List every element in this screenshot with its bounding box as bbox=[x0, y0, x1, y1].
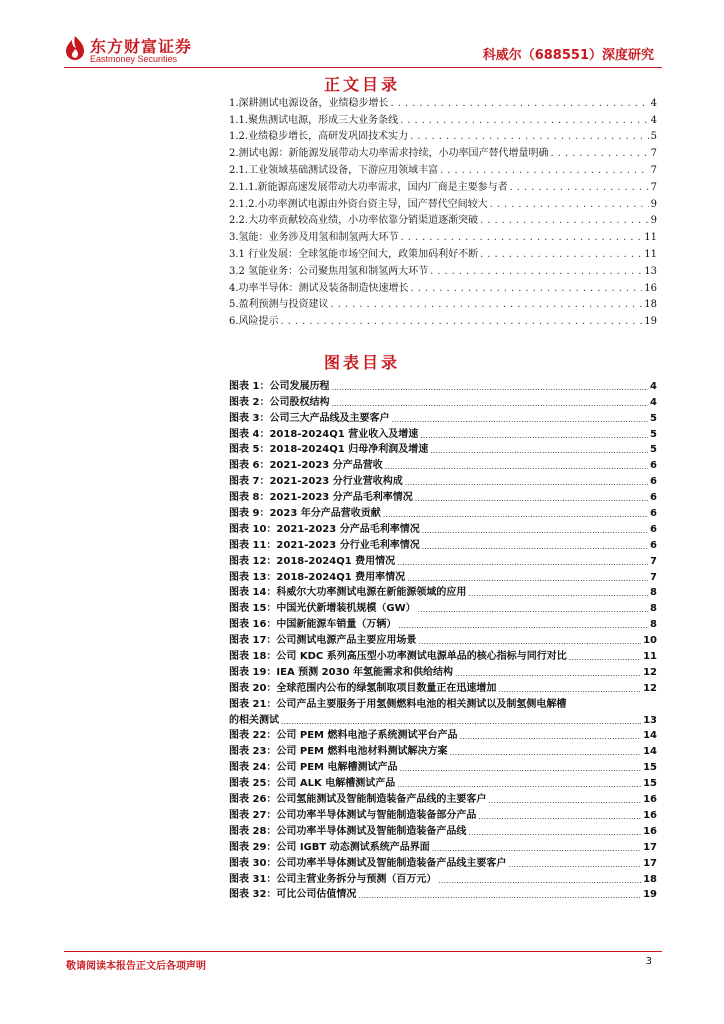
figure-entry-text: 图表 30：公司功率半导体测试及智能制造装备产品线主要客户 bbox=[229, 857, 507, 869]
figure-entry[interactable] bbox=[229, 535, 657, 551]
toc-entry-text: 5.盈利预测与投资建议 bbox=[229, 299, 329, 311]
figure-entry-page: 17 bbox=[643, 857, 657, 869]
figure-entry[interactable] bbox=[229, 424, 657, 440]
leader-dots bbox=[391, 415, 648, 424]
figure-entry[interactable] bbox=[229, 773, 657, 789]
figure-entry-page: 5 bbox=[650, 428, 657, 440]
figure-entry[interactable] bbox=[229, 646, 657, 662]
figure-entry-text: 图表 16：中国新能源车销量（万辆） bbox=[229, 619, 397, 631]
figure-entry[interactable] bbox=[229, 551, 657, 567]
figure-entry[interactable] bbox=[229, 567, 657, 583]
report-title: 科威尔（688551）深度研究 bbox=[482, 48, 654, 63]
figure-entry-text: 图表 15：中国光伏新增装机规模（GW） bbox=[229, 603, 416, 615]
figure-entry-text: 图表 31：公司主营业务拆分与预测（百万元） bbox=[229, 873, 437, 885]
figure-entry[interactable] bbox=[229, 376, 657, 392]
toc-entry[interactable] bbox=[229, 92, 657, 109]
leader-dots bbox=[430, 266, 642, 277]
toc-entry-page: 4 bbox=[650, 97, 657, 109]
figure-entry[interactable] bbox=[229, 694, 657, 710]
figure-entry[interactable] bbox=[229, 789, 657, 805]
toc-entry-text: 3.1 行业发展：全球氢能市场空间大，政策加码利好不断 bbox=[229, 248, 479, 260]
toc-entry[interactable] bbox=[229, 176, 657, 193]
leader-dots bbox=[438, 876, 641, 885]
leader-dots bbox=[422, 542, 648, 551]
leader-dots bbox=[397, 780, 641, 789]
leader-dots bbox=[400, 115, 649, 126]
figure-entry-text: 图表 12：2018-2024Q1 费用情况 bbox=[229, 555, 396, 567]
brand-name-cn: 东方财富证券 bbox=[90, 37, 193, 56]
figure-entry-text: 图表 5：2018-2024Q1 归母净利润及增速 bbox=[229, 444, 429, 456]
figure-entry-text: 的相关测试 bbox=[229, 714, 279, 726]
leader-dots bbox=[405, 478, 648, 487]
figure-entry[interactable] bbox=[229, 519, 657, 535]
figure-entry-page: 5 bbox=[650, 444, 657, 456]
footer-disclaimer[interactable]: 敬请阅读本报告正文后各项声明 bbox=[66, 961, 206, 972]
toc-entry-page: 9 bbox=[650, 198, 657, 210]
leader-dots bbox=[415, 494, 648, 503]
figure-entry-text: 图表 22：公司 PEM 燃料电池子系统测试平台产品 bbox=[229, 730, 458, 742]
figure-entry-text: 图表 6：2021-2023 分产品营收 bbox=[229, 460, 383, 472]
figure-entry-text: 图表 8：2021-2023 分产品毛利率情况 bbox=[229, 492, 413, 504]
toc-title: 正文目录 bbox=[323, 75, 400, 94]
figure-entry-page: 19 bbox=[643, 889, 657, 901]
leader-dots bbox=[398, 621, 648, 630]
header-divider bbox=[64, 67, 662, 68]
figure-entry-page: 14 bbox=[643, 746, 657, 758]
toc-entry-page: 13 bbox=[644, 265, 657, 277]
figure-entry[interactable] bbox=[229, 837, 657, 853]
toc-entry-text: 1.深耕测试电源设备，业绩稳步增长 bbox=[229, 97, 389, 109]
toc-entry-text: 4.功率半导体：测试及装备制造快速增长 bbox=[229, 282, 409, 294]
toc-entry-text: 2.1.1.新能源高速发展带动大功率需求，国内厂商是主要参与者 bbox=[229, 181, 508, 193]
leader-dots bbox=[468, 589, 648, 598]
toc-entry[interactable] bbox=[229, 193, 657, 210]
toc-entry-page: 7 bbox=[650, 164, 657, 176]
figure-entry-text: 图表 7：2021-2023 分行业营收构成 bbox=[229, 476, 403, 488]
figure-entry-page: 5 bbox=[650, 412, 657, 424]
toc-entry-text: 2.测试电源：新能源发展带动大功率需求持续，小功率国产替代增量明确 bbox=[229, 148, 549, 160]
figure-entry-page: 15 bbox=[643, 778, 657, 790]
leader-dots bbox=[510, 182, 649, 193]
toc-entry-text: 2.2.大功率贡献较高业绩，小功率依靠分销渠道逐渐突破 bbox=[229, 215, 479, 227]
toc-entry[interactable] bbox=[229, 294, 657, 311]
figure-entry[interactable] bbox=[229, 455, 657, 471]
toc-entry-page: 4 bbox=[650, 114, 657, 126]
leader-dots bbox=[432, 844, 641, 853]
leader-dots bbox=[399, 764, 641, 773]
figure-entry-text: 图表 27：公司功率半导体测试与智能制造装备部分产品 bbox=[229, 809, 477, 821]
toc-entry[interactable] bbox=[229, 260, 657, 277]
leader-dots bbox=[480, 215, 649, 226]
toc-entry-text: 6.风险提示 bbox=[229, 316, 279, 328]
figure-entry[interactable] bbox=[229, 503, 657, 519]
leader-dots bbox=[490, 199, 649, 210]
figure-entry-text: 图表 2：公司股权结构 bbox=[229, 396, 330, 408]
toc-entry-text: 2.1.2.小功率测试电源由外资台资主导，国产替代空间较大 bbox=[229, 198, 488, 210]
toc-entry-text: 1.1.聚焦测试电源，形成三大业务条线 bbox=[229, 114, 399, 126]
leader-dots bbox=[281, 717, 641, 726]
toc-entry-text: 3.2 氢能业务：公司聚焦用氢和制氢两大环节 bbox=[229, 265, 429, 277]
figure-entry-text: 图表 17：公司测试电源产品主要应用场景 bbox=[229, 635, 417, 647]
leader-dots bbox=[418, 605, 648, 614]
figure-entry-text: 图表 18：公司 KDC 系列高压型小功率测试电源单品的核心指标与同行对比 bbox=[229, 651, 567, 663]
toc-entry[interactable] bbox=[229, 277, 657, 294]
figure-entry[interactable] bbox=[229, 869, 657, 885]
toc-entry[interactable] bbox=[229, 142, 657, 159]
figure-entry[interactable] bbox=[229, 662, 657, 678]
toc-entry-page: 11 bbox=[644, 232, 657, 244]
leader-dots bbox=[430, 446, 648, 455]
figure-entry-text: 图表 28：公司功率半导体测试及智能制造装备产品线 bbox=[229, 825, 467, 837]
leader-dots bbox=[551, 148, 649, 159]
figure-entry-page: 12 bbox=[643, 666, 657, 678]
figures-title: 图表目录 bbox=[323, 353, 400, 372]
toc-entry[interactable] bbox=[229, 310, 657, 327]
figure-entry-page: 10 bbox=[643, 635, 657, 647]
toc-entry-page: 18 bbox=[644, 299, 657, 311]
toc-entry[interactable] bbox=[229, 210, 657, 227]
figure-entry-page: 15 bbox=[643, 762, 657, 774]
figure-entry[interactable] bbox=[229, 408, 657, 424]
figure-entry-text: 图表 21：公司产品主要服务于用氢侧燃料电池的相关测试以及制氢侧电解槽 bbox=[229, 698, 567, 710]
figure-entry[interactable] bbox=[229, 487, 657, 503]
toc-entry-page: 9 bbox=[650, 215, 657, 227]
figure-entry[interactable] bbox=[229, 392, 657, 408]
figure-entry-text: 图表 25：公司 ALK 电解槽测试产品 bbox=[229, 778, 396, 790]
leader-dots bbox=[478, 812, 641, 821]
figure-entry[interactable] bbox=[229, 630, 657, 646]
figure-entry-text: 图表 32：可比公司估值情况 bbox=[229, 889, 357, 901]
leader-dots bbox=[455, 669, 641, 678]
figure-entry-text: 图表 3：公司三大产品线及主要客户 bbox=[229, 412, 390, 424]
figure-entry-page: 6 bbox=[650, 523, 657, 535]
figure-entry-page: 18 bbox=[643, 873, 657, 885]
figure-entry-page: 16 bbox=[643, 794, 657, 806]
figure-entry[interactable] bbox=[229, 471, 657, 487]
figure-entry-text: 图表 24：公司 PEM 电解槽测试产品 bbox=[229, 762, 398, 774]
leader-dots bbox=[498, 685, 641, 694]
figure-entry-page: 17 bbox=[643, 841, 657, 853]
figure-entry[interactable] bbox=[229, 583, 657, 599]
leader-dots bbox=[401, 232, 643, 243]
page-number: 3 bbox=[645, 956, 652, 967]
figure-entry-page: 4 bbox=[650, 380, 657, 392]
figure-entry-page: 7 bbox=[650, 555, 657, 567]
leader-dots bbox=[508, 860, 641, 869]
toc-entry[interactable] bbox=[229, 159, 657, 176]
leader-dots bbox=[422, 526, 648, 535]
leader-dots bbox=[440, 165, 649, 176]
figure-entry-page: 4 bbox=[650, 396, 657, 408]
figure-entry[interactable] bbox=[229, 710, 657, 726]
toc-entry-page: 7 bbox=[650, 148, 657, 160]
figure-entry-page: 8 bbox=[650, 619, 657, 631]
figure-entry-text: 图表 13：2018-2024Q1 费用率情况 bbox=[229, 571, 406, 583]
figure-entry-text: 图表 29：公司 IGBT 动态测试系统产品界面 bbox=[229, 841, 430, 853]
leader-dots bbox=[410, 131, 649, 142]
figure-entry[interactable] bbox=[229, 805, 657, 821]
figure-entry[interactable] bbox=[229, 853, 657, 869]
leader-dots bbox=[397, 558, 648, 567]
footer-divider bbox=[64, 951, 662, 952]
figure-entry-text: 图表 10：2021-2023 分产品毛利率情况 bbox=[229, 523, 420, 535]
figure-entry[interactable] bbox=[229, 726, 657, 742]
toc-entry-page: 19 bbox=[644, 316, 657, 328]
leader-dots bbox=[449, 748, 641, 757]
figure-entry-text: 图表 23：公司 PEM 燃料电池材料测试解决方案 bbox=[229, 746, 448, 758]
leader-dots bbox=[331, 383, 648, 392]
figure-entry-text: 图表 4：2018-2024Q1 营业收入及增速 bbox=[229, 428, 419, 440]
leader-dots bbox=[391, 98, 649, 109]
toc-list bbox=[229, 92, 657, 327]
leader-dots bbox=[411, 283, 643, 294]
leader-dots bbox=[468, 828, 641, 837]
toc-entry[interactable] bbox=[229, 109, 657, 126]
figure-entry-page: 6 bbox=[650, 508, 657, 520]
leader-dots bbox=[569, 653, 641, 662]
leader-dots bbox=[418, 637, 641, 646]
leader-dots bbox=[358, 891, 641, 900]
figure-entry[interactable] bbox=[229, 598, 657, 614]
figure-entry[interactable] bbox=[229, 614, 657, 630]
figure-entry-text: 图表 9：2023 年分产品营收贡献 bbox=[229, 508, 381, 520]
toc-entry-page: 11 bbox=[644, 248, 657, 260]
figure-entry-text: 图表 26：公司氢能测试及智能制造装备产品线的主要客户 bbox=[229, 794, 487, 806]
toc-entry-text: 1.2.业绩稳步增长，高研发巩固技术实力 bbox=[229, 131, 409, 143]
figure-entry-page: 16 bbox=[643, 825, 657, 837]
figure-entry-text: 图表 14：科威尔大功率测试电源在新能源领域的应用 bbox=[229, 587, 467, 599]
figure-entry[interactable] bbox=[229, 678, 657, 694]
leader-dots bbox=[281, 316, 643, 327]
figure-entry-text: 图表 19：IEA 预测 2030 年氢能需求和供给结构 bbox=[229, 666, 453, 678]
brand-name-en: Eastmoney Securities bbox=[90, 54, 178, 64]
toc-entry[interactable] bbox=[229, 243, 657, 260]
figure-entry[interactable] bbox=[229, 885, 657, 901]
figures-list bbox=[229, 376, 657, 900]
figure-entry-page: 8 bbox=[650, 587, 657, 599]
figure-entry-text: 图表 1：公司发展历程 bbox=[229, 380, 330, 392]
figure-entry-text: 图表 11：2021-2023 分行业毛利率情况 bbox=[229, 539, 420, 551]
figure-entry-page: 7 bbox=[650, 571, 657, 583]
leader-dots bbox=[385, 462, 648, 471]
leader-dots bbox=[420, 431, 648, 440]
toc-entry-page: 7 bbox=[650, 181, 657, 193]
figure-entry-page: 6 bbox=[650, 476, 657, 488]
figure-entry-page: 6 bbox=[650, 460, 657, 472]
figure-entry-page: 13 bbox=[643, 714, 657, 726]
figure-entry-page: 12 bbox=[643, 682, 657, 694]
leader-dots bbox=[459, 732, 641, 741]
leader-dots bbox=[480, 249, 642, 260]
leader-dots bbox=[407, 574, 648, 583]
toc-entry-text: 2.1.工业领域基础测试设备，下游应用领域丰富 bbox=[229, 164, 439, 176]
figure-entry[interactable] bbox=[229, 741, 657, 757]
figure-entry-text: 图表 20：全球范围内公布的绿氢制取项目数量正在迅速增加 bbox=[229, 682, 497, 694]
toc-entry-text: 3.氢能：业务涉及用氢和制氢两大环节 bbox=[229, 232, 399, 244]
figure-entry-page: 6 bbox=[650, 539, 657, 551]
figure-entry[interactable] bbox=[229, 757, 657, 773]
toc-entry[interactable] bbox=[229, 226, 657, 243]
leader-dots bbox=[331, 299, 643, 310]
figure-entry[interactable] bbox=[229, 440, 657, 456]
figure-entry-page: 14 bbox=[643, 730, 657, 742]
leader-dots bbox=[488, 796, 641, 805]
figure-entry-page: 8 bbox=[650, 603, 657, 615]
toc-entry[interactable] bbox=[229, 126, 657, 143]
figure-entry-page: 11 bbox=[643, 651, 657, 663]
figure-entry-page: 6 bbox=[650, 492, 657, 504]
leader-dots bbox=[383, 510, 648, 519]
page-header bbox=[0, 0, 724, 72]
figure-entry-page: 16 bbox=[643, 809, 657, 821]
leader-dots bbox=[331, 399, 648, 408]
toc-entry-page: 16 bbox=[644, 282, 657, 294]
eastmoney-logo-icon bbox=[64, 35, 86, 61]
figure-entry[interactable] bbox=[229, 821, 657, 837]
toc-entry-page: 5 bbox=[650, 131, 657, 143]
